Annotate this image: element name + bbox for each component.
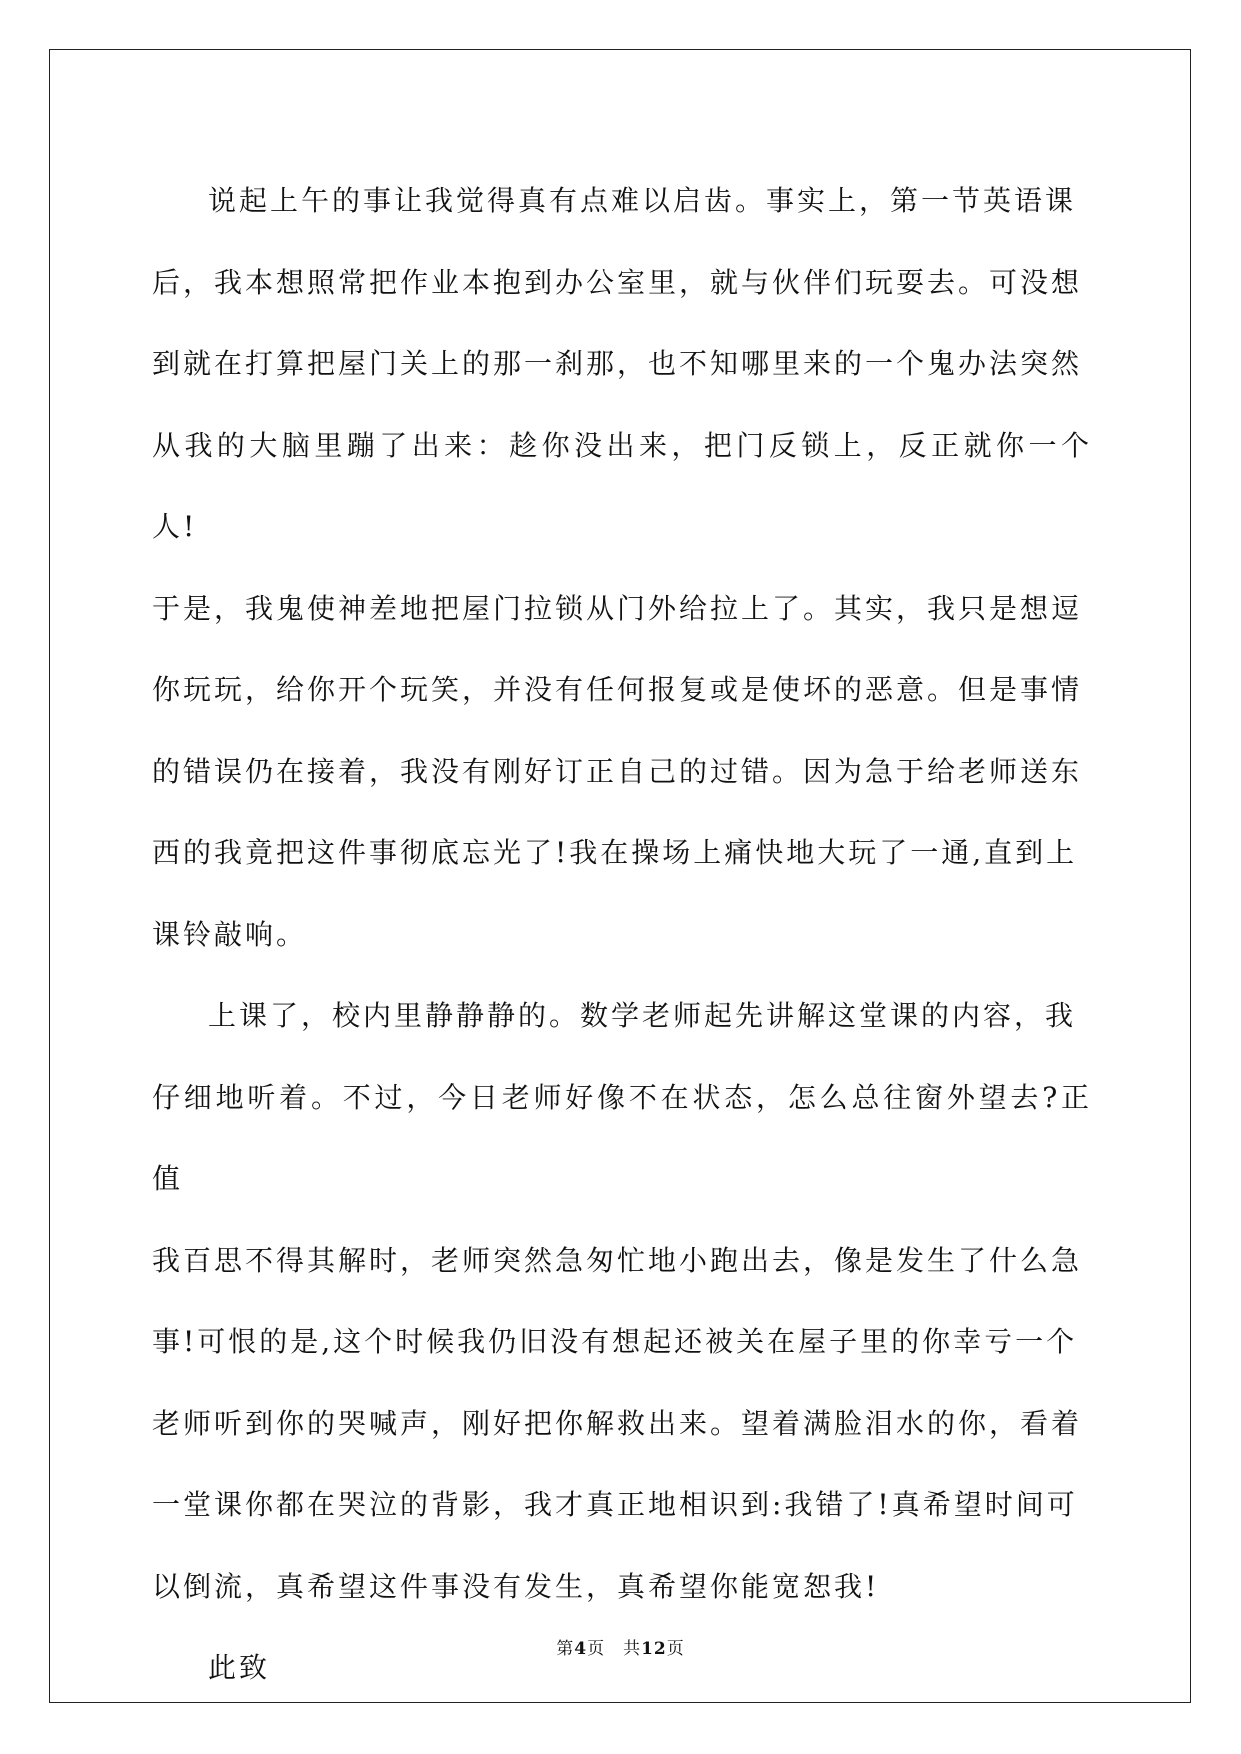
- current-page-number: 4: [574, 1639, 588, 1659]
- page-footer: [0, 1634, 1241, 1659]
- paragraph-2: 上课了，校内里静静静的。数学老师起先讲解这堂课的内容，我 仔细地听着。不过，今日老师好像不在状态，怎么总往窗外望去?正值 我百思不得其解时，老师突然急匆忙地小跑出去，像是发生了什么急 事!可恨的是,这个时候我仍旧没有想起还被关在屋子里的你幸亏一个 老师听到你的哭喊声，刚好把你解救出来。望着满脸泪水的你，看着 一堂课你都在哭泣的背影，我才真正地相识到:我错了!真希望时间可 以倒流，真希望这件事没有发生，真希望你能宽恕我!: [152, 999, 1092, 1603]
- total-page-number: 12: [641, 1639, 667, 1659]
- page-mid: 页 共: [587, 1639, 642, 1659]
- paragraph-1: 说起上午的事让我觉得真有点难以启齿。事实上，第一节英语课 后，我本想照常把作业本抱到办公室里，就与伙伴们玩耍去。可没想 到就在打算把屋门关上的那一刹那，也不知哪里来的一个鬼办法突然 从我的大脑里蹦了出来：趁你没出来，把门反锁上，反正就你一个人! 于是，我鬼使神差地把屋门拉锁从门外给拉上了。其实，我只是想逗 你玩玩，给你开个玩笑，并没有任何报复或是使坏的恶意。但是事情 的错误仍在接着，我没有刚好订正自己的过错。因为急于给老师送东 西的我竟把这件事彻底忘光了!我在操场上痛快地大玩了一通,直到上 课铃敲响。: [152, 184, 1092, 951]
- closing-salutation: 此致: [208, 1651, 271, 1684]
- document-body: [152, 160, 1092, 1709]
- page-prefix: 第: [556, 1639, 575, 1659]
- page-suffix: 页: [666, 1639, 685, 1659]
